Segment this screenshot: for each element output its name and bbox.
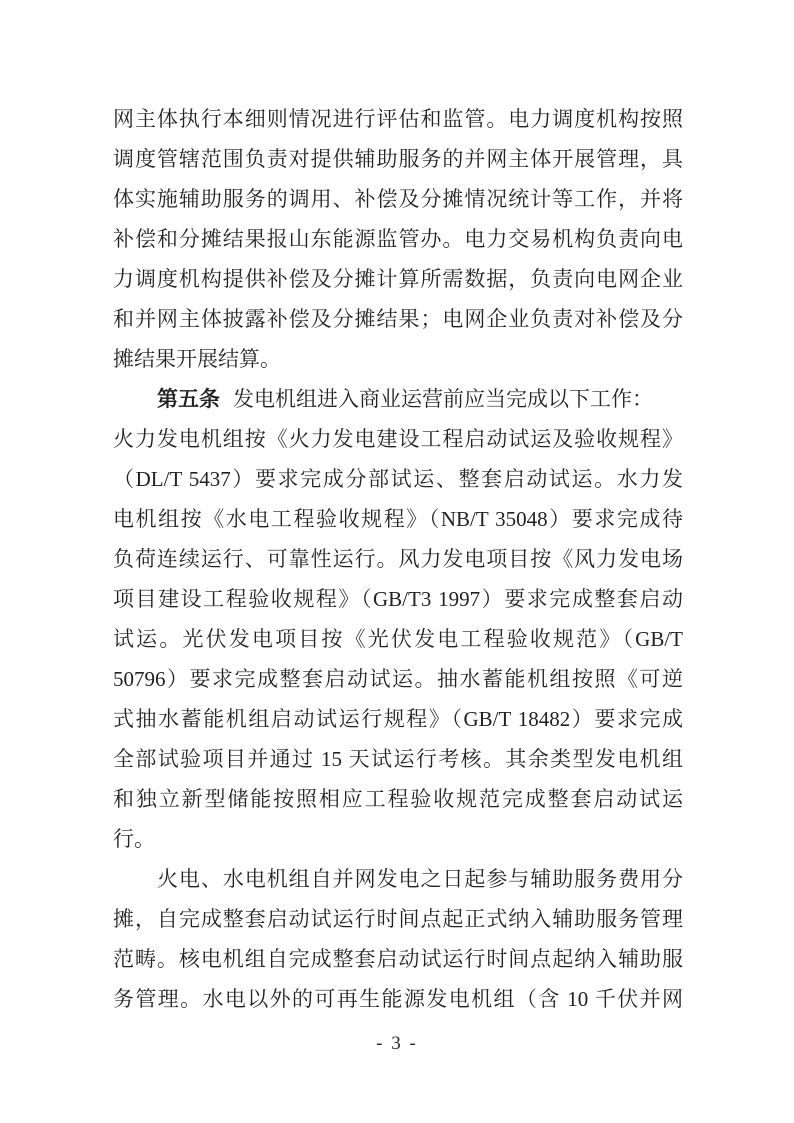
- article-5-heading-line: [113, 379, 683, 419]
- paragraph-1: [113, 99, 683, 379]
- text-line: 务管理。水电以外的可再生能源发电机组（含 10 千伏并网: [113, 987, 683, 1011]
- paragraph-3: [113, 859, 683, 1019]
- page-footer: [0, 1032, 794, 1056]
- text-line: 补偿和分摊结果报山东能源监管办。电力交易机构负责向电: [113, 227, 683, 251]
- text-line: 调度管辖范围负责对提供辅助服务的并网主体开展管理，具: [113, 147, 683, 171]
- text-line: 范畴。核电机组自完成整套启动试运行时间点起纳入辅助服: [113, 947, 683, 971]
- text-line: 全部试验项目并通过 15 天试运行考核。其余类型发电机组: [113, 747, 683, 771]
- text-line: 和独立新型储能按照相应工程验收规范完成整套启动试运: [113, 787, 683, 811]
- text-line: 力调度机构提供补偿及分摊计算所需数据，负责向电网企业: [113, 267, 683, 291]
- article-number: 第五条: [157, 387, 220, 411]
- text-line: 电机组按《水电工程验收规程》（NB/T 35048）要求完成待: [113, 507, 684, 531]
- text-line: 体实施辅助服务的调用、补偿及分摊情况统计等工作，并将: [113, 187, 683, 211]
- text-line: 试运。光伏发电项目按《光伏发电工程验收规范》（GB/T: [113, 627, 683, 651]
- text-line: 50796）要求完成整套启动试运。抽水蓄能机组按照《可逆: [113, 667, 683, 691]
- paragraph-2-article-5: [113, 379, 683, 859]
- page-body-text: [113, 99, 683, 1019]
- paragraph-last-line: 摊结果开展结算。: [113, 347, 281, 371]
- article-title-text: 发电机组进入商业运营前应当完成以下工作：: [233, 387, 653, 411]
- paragraph-last-line: 行。: [113, 827, 155, 851]
- text-line: 火力发电机组按《火力发电建设工程启动试运及验收规程》: [113, 427, 683, 451]
- text-line: 式抽水蓄能机组启动试运行规程》（GB/T 18482）要求完成: [113, 707, 684, 731]
- text-line: （DL/T 5437）要求完成分部试运、整套启动试运。水力发: [113, 467, 683, 491]
- text-line: 和并网主体披露补偿及分摊结果；电网企业负责对补偿及分: [113, 307, 683, 331]
- text-line: 火电、水电机组自并网发电之日起参与辅助服务费用分: [157, 867, 683, 891]
- text-line: 项目建设工程验收规程》（GB/T3 1997）要求完成整套启动: [113, 587, 683, 611]
- page-number: - 3 -: [376, 1033, 418, 1054]
- text-line: 摊，自完成整套启动试运行时间点起正式纳入辅助服务管理: [113, 907, 683, 931]
- text-line: 网主体执行本细则情况进行评估和监管。电力调度机构按照: [113, 107, 683, 131]
- text-line: 负荷连续运行、可靠性运行。风力发电项目按《风力发电场: [113, 547, 683, 571]
